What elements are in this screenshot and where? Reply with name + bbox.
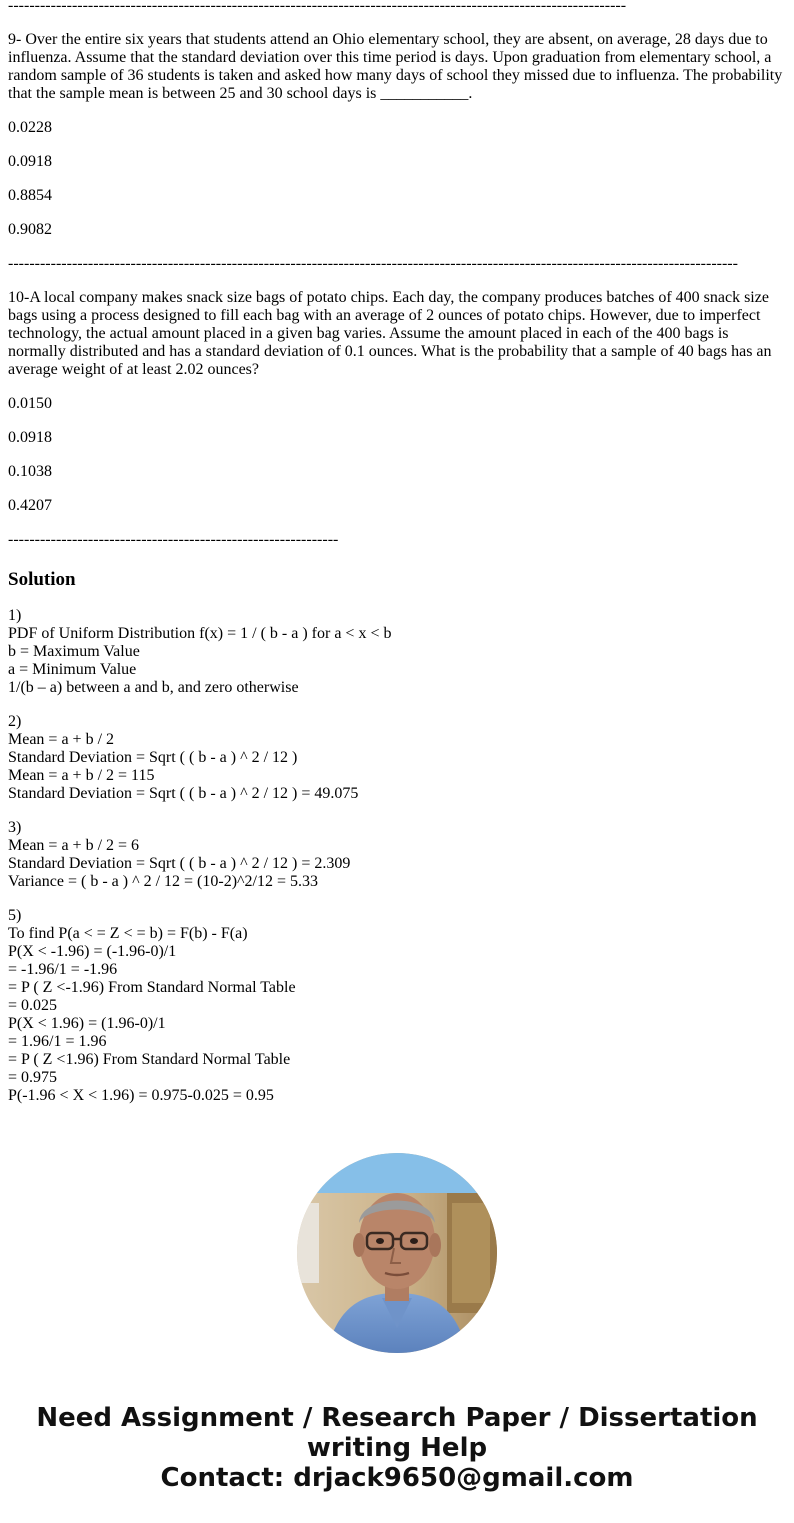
solution-line: Mean = a + b / 2 bbox=[8, 731, 115, 748]
question-9-text: 9- Over the entire six years that students attend an Ohio elementary school, they are absent, on average, 28 days due to influenza. Assume that the standard deviation over this time period is days. Upon graduation from elementary school, a random sample of 36 students is taken and asked how many days of school they missed due to influenza. The probability that the sample mean is between 25 and 30 school days is ___________. bbox=[8, 31, 783, 102]
promo-line-1: Need Assignment / Research Paper / Dissertation bbox=[36, 1403, 758, 1433]
separator-top: -------------------------------------------------------------------------------------------------------------------- bbox=[8, 0, 627, 14]
solution-line: 2) bbox=[8, 713, 22, 730]
solution-line: 3) bbox=[8, 819, 22, 836]
portrait-image bbox=[297, 1153, 497, 1353]
question-10-option-2: 0.0918 bbox=[8, 429, 52, 446]
solution-block-3 bbox=[8, 819, 784, 891]
separator-bottom: -------------------------------------------------------------- bbox=[8, 531, 339, 548]
tutor-photo bbox=[297, 1153, 497, 1353]
solution-line: a = Minimum Value bbox=[8, 661, 137, 678]
question-9-option-3: 0.8854 bbox=[8, 187, 52, 204]
question-10-option-3: 0.1038 bbox=[8, 463, 52, 480]
solution-line: = P ( Z <1.96) From Standard Normal Table bbox=[8, 1051, 291, 1068]
solution-block-5 bbox=[8, 907, 784, 1105]
solution-line: Standard Deviation = Sqrt ( ( b - a ) ^ 2 / 12 ) bbox=[8, 749, 298, 766]
promo-banner bbox=[0, 1403, 794, 1493]
promo-contact: Contact: drjack9650@gmail.com bbox=[160, 1463, 634, 1493]
question-10-option-4: 0.4207 bbox=[8, 497, 52, 514]
solution-line: Standard Deviation = Sqrt ( ( b - a ) ^ 2 / 12 ) = 49.075 bbox=[8, 785, 359, 802]
solution-line: = 0.975 bbox=[8, 1069, 58, 1086]
solution-line: To find P(a < = Z < = b) = F(b) - F(a) bbox=[8, 925, 248, 942]
solution-line: Variance = ( b - a ) ^ 2 / 12 = (10-2)^2/12 = 5.33 bbox=[8, 873, 319, 890]
document-content bbox=[8, 0, 784, 1105]
solution-line: P(-1.96 < X < 1.96) = 0.975-0.025 = 0.95 bbox=[8, 1087, 274, 1104]
question-10-text: 10-A local company makes snack size bags of potato chips. Each day, the company produces batches of 400 snack size bags using a process designed to fill each bag with an average of 2 ounces of potato chips. However, due to imperfect technology, the actual amount placed in a given bag varies. Assume the amount placed in each of the 400 bags is normally distributed and has a standard deviation of 0.1 ounces. What is the probability that a sample of 40 bags has an average weight of at least 2.02 ounces? bbox=[8, 289, 772, 378]
solution-block-2 bbox=[8, 713, 784, 803]
solution-block-1 bbox=[8, 607, 784, 697]
solution-line: = P ( Z <-1.96) From Standard Normal Table bbox=[8, 979, 296, 996]
solution-line: = -1.96/1 = -1.96 bbox=[8, 961, 118, 978]
solution-line: = 0.025 bbox=[8, 997, 58, 1014]
solution-line: 5) bbox=[8, 907, 22, 924]
promo-line-2: writing Help bbox=[306, 1433, 488, 1463]
solution-line: 1/(b – a) between a and b, and zero otherwise bbox=[8, 679, 299, 696]
solution-line: b = Maximum Value bbox=[8, 643, 140, 660]
question-9-option-1: 0.0228 bbox=[8, 119, 52, 136]
solution-line: Mean = a + b / 2 = 115 bbox=[8, 767, 155, 784]
question-9-option-4: 0.9082 bbox=[8, 221, 52, 238]
solution-line: P(X < 1.96) = (1.96-0)/1 bbox=[8, 1015, 166, 1032]
solution-line: PDF of Uniform Distribution f(x) = 1 / ( b - a ) for a < x < b bbox=[8, 625, 392, 642]
solution-line: P(X < -1.96) = (-1.96-0)/1 bbox=[8, 943, 177, 960]
solution-line: = 1.96/1 = 1.96 bbox=[8, 1033, 107, 1050]
question-9-option-2: 0.0918 bbox=[8, 153, 52, 170]
separator-middle: ----------------------------------------------------------------------------------------------------------------------------------------- bbox=[8, 255, 738, 272]
solution-line: Mean = a + b / 2 = 6 bbox=[8, 837, 140, 854]
solution-line: 1) bbox=[8, 607, 22, 624]
solution-line: Standard Deviation = Sqrt ( ( b - a ) ^ 2 / 12 ) = 2.309 bbox=[8, 855, 351, 872]
question-10-option-1: 0.0150 bbox=[8, 395, 52, 412]
solution-heading: Solution bbox=[8, 569, 76, 590]
